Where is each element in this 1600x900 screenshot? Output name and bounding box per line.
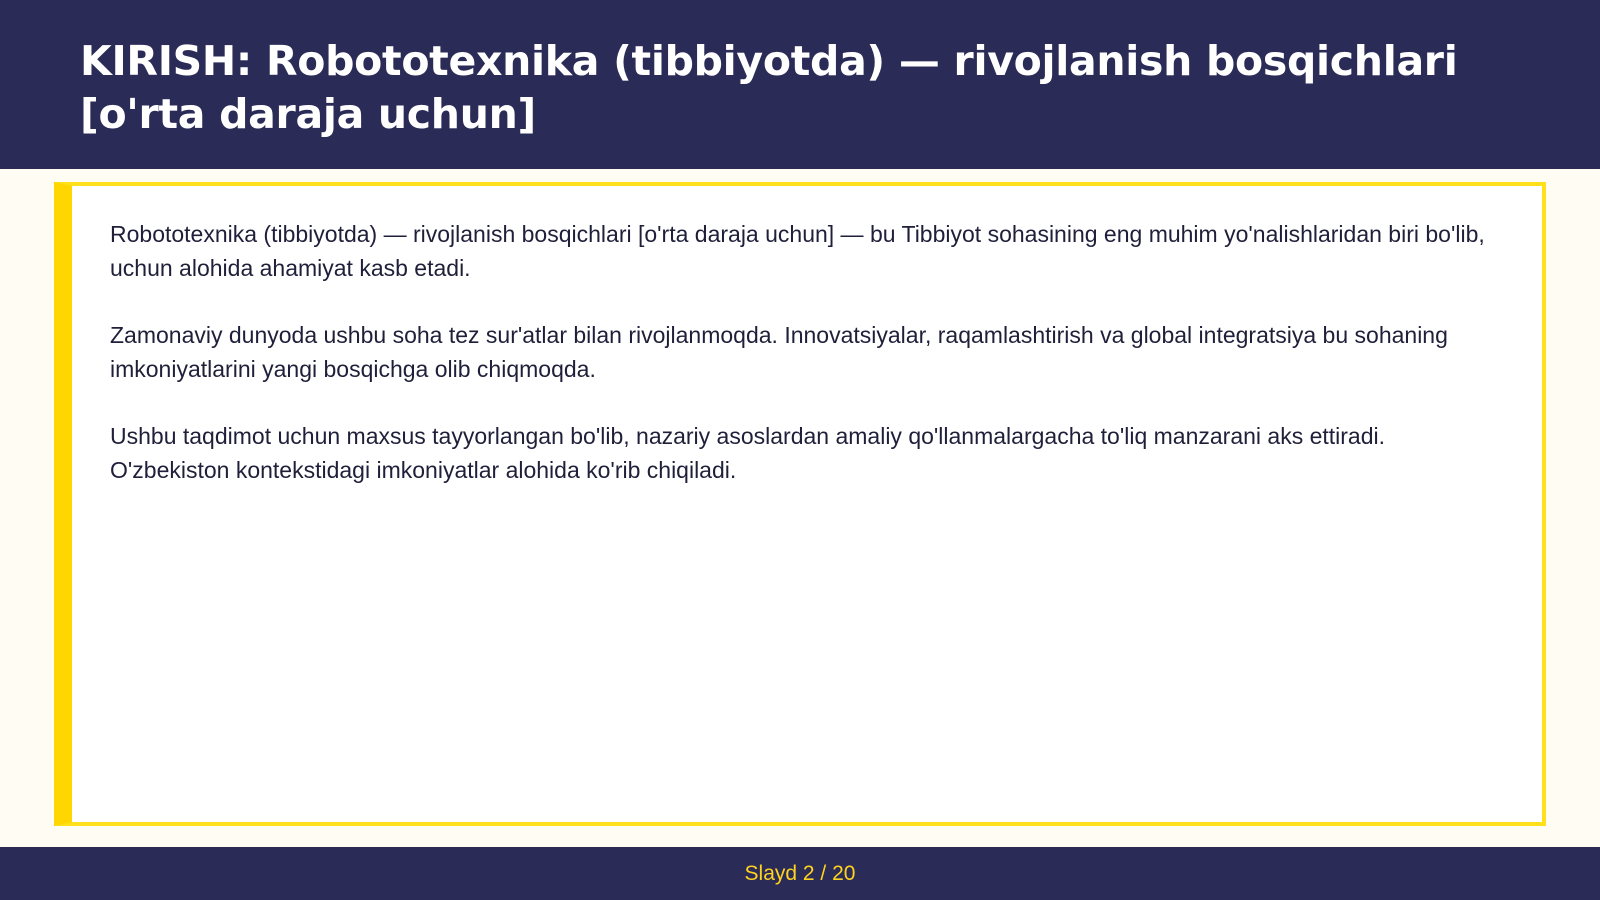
intro-paragraph: Robototexnika (tibbiyotda) — rivojlanish bosqichlari [o'rta daraja uchun] — bu Tibbiyot sohasining eng muhim yo'nalishlaridan biri bo'lib, uchun alohida ahamiyat kasb etadi. xyxy=(110,221,1485,281)
presentation-purpose-paragraph: Ushbu taqdimot uchun maxsus tayyorlangan bo'lib, nazariy asoslardan amaliy qo'llanmalargacha to'liq manzarani aks ettiradi. O'zbekiston kontekstidagi imkoniyatlar alohida ko'rib chiqiladi. xyxy=(110,423,1386,483)
modern-world-paragraph: Zamonaviy dunyoda ushbu soha tez sur'atlar bilan rivojlanmoqda. Innovatsiyalar, raqamlashtirish va global integratsiya bu sohaning imkoniyatlarini yangi bosqichga olib chiqmoqda. xyxy=(110,322,1448,382)
slide-footer xyxy=(0,847,1600,900)
slide-title: KIRISH: Robototexnika (tibbiyotda) — rivojlanish bosqichlari [o'rta daraja uchun] xyxy=(80,37,1458,138)
slide-header xyxy=(0,0,1600,169)
slide-counter: Slayd 2 / 20 xyxy=(744,861,856,885)
content-box xyxy=(54,182,1546,826)
